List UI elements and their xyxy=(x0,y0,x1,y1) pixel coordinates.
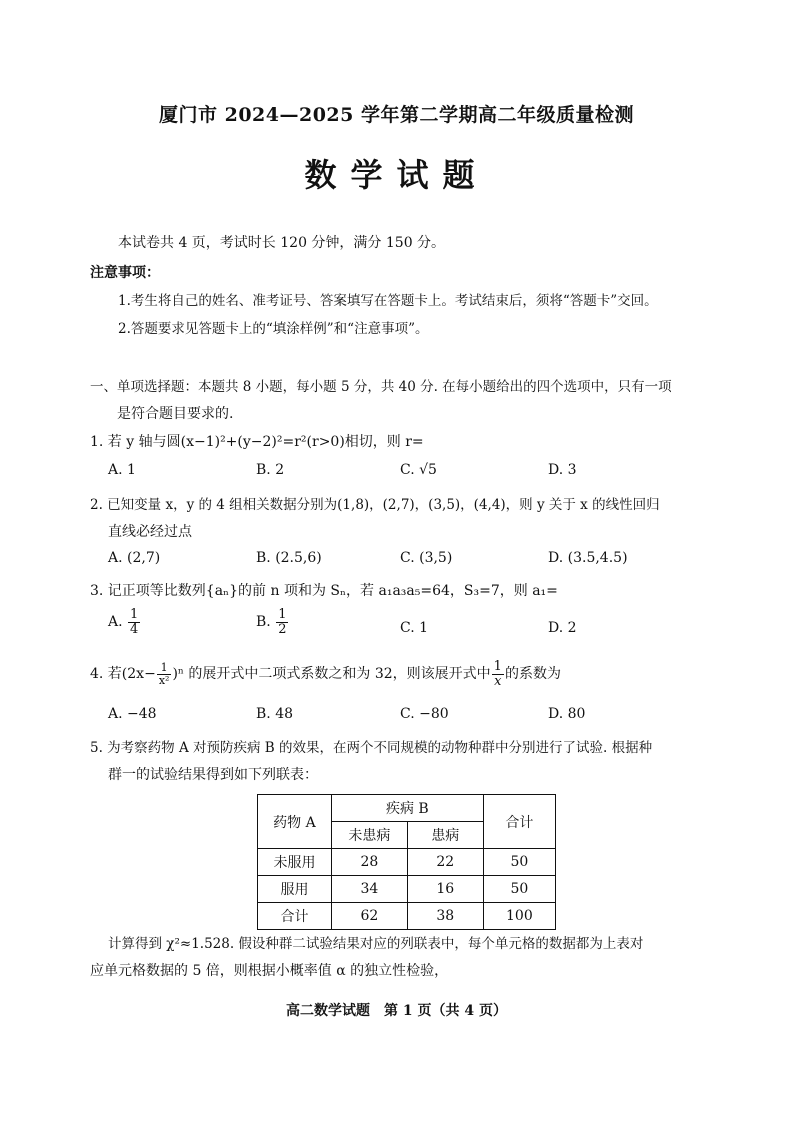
exam-header: 厦门市 2024—2025 学年第二学期高二年级质量检测 xyxy=(159,104,634,126)
table-sub-col-2: 患病 xyxy=(407,822,483,849)
table-cell: 34 xyxy=(331,876,407,903)
q4-option-c: C. −80 xyxy=(400,706,449,722)
q3-option-a-fraction xyxy=(128,608,140,636)
q1-option-a: A. 1 xyxy=(108,462,136,478)
q3-stem: 3. 记正项等比数列{aₙ}的前 n 项和为 Sₙ，若 a₁a₃a₅=64，S₃=7，则 a₁= xyxy=(90,583,558,599)
q3-option-c: C. 1 xyxy=(400,620,429,636)
table-cell: 28 xyxy=(331,849,407,876)
q3-option-d: D. 2 xyxy=(548,620,577,636)
table-cell: 62 xyxy=(331,903,407,930)
table-header-row xyxy=(258,795,556,822)
q3-option-b xyxy=(256,608,289,636)
page-title: 数学试题 xyxy=(304,156,489,194)
notice-item-1: 1.考生将自己的姓名、准考证号、答案填写在答题卡上。考试结束后，须将“答题卡”交回。 xyxy=(118,293,658,309)
q4-stem-fraction-denominator: x² xyxy=(158,673,170,687)
q4-stem-fraction2-denominator: x xyxy=(494,673,502,689)
q4-option-d: D. 80 xyxy=(548,706,586,722)
table-row-label: 未服用 xyxy=(258,849,332,876)
q1-stem: 1. 若 y 轴与圆(x−1)²+(y−2)²=r²(r>0)相切，则 r= xyxy=(90,434,424,450)
q4-option-b: B. 48 xyxy=(256,706,294,722)
table-cell: 100 xyxy=(483,903,555,930)
q2-option-a: A. (2,7) xyxy=(108,550,161,566)
section-heading-line1: 一、单项选择题：本题共 8 小题，每小题 5 分，共 40 分. 在每小题给出的四个选项中，只有一项 xyxy=(90,379,672,395)
notice-heading: 注意事项： xyxy=(90,265,160,281)
table-cell: 16 xyxy=(407,876,483,903)
q3-option-b-fraction xyxy=(276,608,288,636)
q4-stem-fraction-numerator: 1 xyxy=(157,662,172,675)
q1-option-c: C. √5 xyxy=(400,462,437,478)
q1-option-d: D. 3 xyxy=(548,462,577,478)
q4-stem-fraction xyxy=(157,662,172,686)
table-cell: 50 xyxy=(483,849,555,876)
q3-option-a xyxy=(108,608,141,636)
q3-option-b-label: B. xyxy=(256,614,271,631)
intro-text: 本试卷共 4 页，考试时长 120 分钟，满分 150 分。 xyxy=(118,235,446,251)
q5-stem-line1: 5. 为考察药物 A 对预防疾病 B 的效果，在两个不同规模的动物种群中分别进行了试验. 根据种 xyxy=(90,740,653,756)
q4-stem-middle: )ⁿ 的展开式中二项式系数之和为 32，则该展开式中 xyxy=(172,666,491,683)
table-col-total: 合计 xyxy=(483,795,555,849)
table-cell: 22 xyxy=(407,849,483,876)
page-footer: 高二数学试题 第 1 页（共 4 页） xyxy=(286,1003,507,1019)
q3-option-a-numerator: 1 xyxy=(130,607,139,622)
q4-stem-fraction2-numerator: 1 xyxy=(493,659,502,674)
q2-option-b: B. (2.5,6) xyxy=(256,550,322,566)
section-heading-line2: 是符合题目要求的. xyxy=(117,406,234,422)
q4-stem-fraction2 xyxy=(492,660,504,688)
q1-option-b: B. 2 xyxy=(256,462,285,478)
notice-item-2: 2.答题要求见答题卡上的“填涂样例”和“注意事项”。 xyxy=(118,321,429,337)
q5-after-line1: 计算得到 χ²≈1.528. 假设种群二试验结果对应的列联表中，每个单元格的数据都为上表对 xyxy=(108,936,644,952)
table-row-label: 合计 xyxy=(258,903,332,930)
q4-option-a: A. −48 xyxy=(108,706,157,722)
q3-option-a-label: A. xyxy=(108,614,123,631)
q4-stem xyxy=(90,660,561,688)
q2-stem-line1: 2. 已知变量 x，y 的 4 组相关数据分别为(1,8)，(2,7)，(3,5)，(4,4)，则 y 关于 x 的线性回归 xyxy=(90,497,660,513)
table-cell: 38 xyxy=(407,903,483,930)
q3-option-a-denominator: 4 xyxy=(130,621,139,637)
q5-stem-line2: 群一的试验结果得到如下列联表： xyxy=(108,767,318,783)
table-row xyxy=(258,876,556,903)
q5-after-line2: 应单元格数据的 5 倍，则根据小概率值 α 的独立性检验， xyxy=(90,963,449,979)
table-row xyxy=(258,849,556,876)
table-row-header: 药物 A xyxy=(258,795,332,849)
q3-option-b-numerator: 1 xyxy=(278,607,287,622)
q4-stem-suffix: 的系数为 xyxy=(504,666,561,683)
q3-option-b-denominator: 2 xyxy=(278,621,287,637)
table-row xyxy=(258,903,556,930)
table-cell: 50 xyxy=(483,876,555,903)
table-col-group: 疾病 B xyxy=(331,795,483,822)
q2-stem-line2: 直线必经过点 xyxy=(108,524,192,540)
table-sub-col-1: 未患病 xyxy=(331,822,407,849)
contingency-table xyxy=(257,794,556,930)
q4-stem-prefix: 4. 若(2x− xyxy=(90,666,156,683)
q2-option-d: D. (3.5,4.5) xyxy=(548,550,628,566)
q2-option-c: C. (3,5) xyxy=(400,550,453,566)
table-row-label: 服用 xyxy=(258,876,332,903)
